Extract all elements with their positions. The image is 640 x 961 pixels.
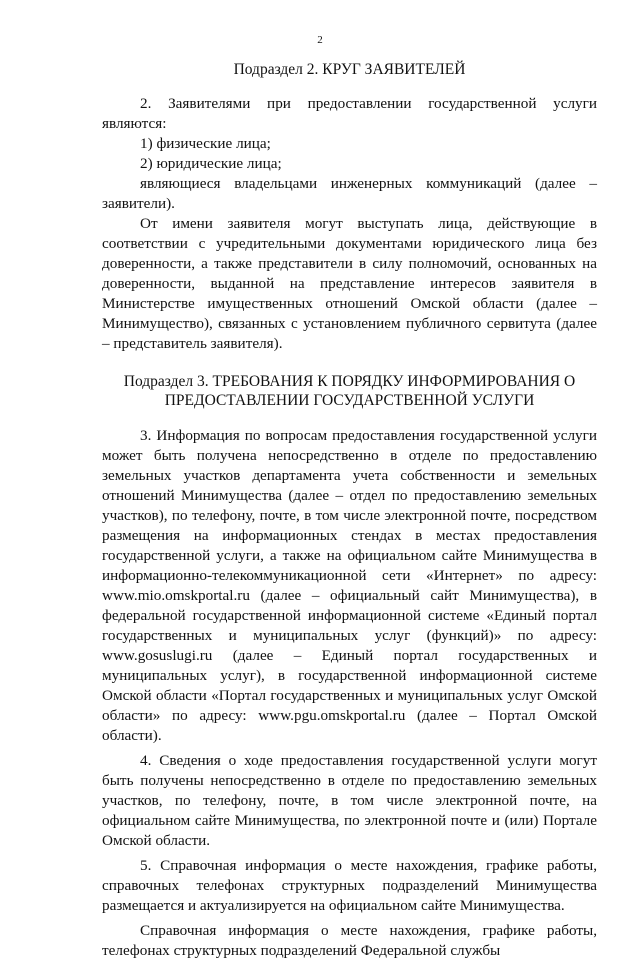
paragraph-3: 3. Информация по вопросам предоставления государственной услуги может быть получена непосредственно в отделе по предоставлению земельных участков департамента учета собственности и земельных отношений Минимущества (далее – отдел по предоставлению земельных участков), по телефону, почте, в том числе электронной почте, посредством размещения на информационных стендах в местах предоставления государственной услуги, а также на официальном сайте Минимущества в информационно-телекоммуникационной сети «Интернет» по адресу: www.mio.omskportal.ru (далее – официальный сайт Минимущества), в федеральной государственной информационной системе «Единый портал государственных и муниципальных услуг (функций)» по адресу: www.gosuslugi.ru (далее – Единый портал государственных и муниципальных услуг), в государственной информационной системе Омской области «Портал государственных и муниципальных услуг Омской области» по адресу: www.pgu.omskportal.ru (далее – Портал Омской области). — [102, 427, 597, 744]
subsection-3-title-line2: ПРЕДОСТАВЛЕНИИ ГОСУДАРСТВЕННОЙ УСЛУГИ — [164, 392, 535, 409]
paragraph-5-continuation: Справочная информация о месте нахождения, графике работы, телефонах структурных подразделений Федеральной службы — [102, 922, 597, 959]
list-item-individuals: 1) физические лица; — [140, 135, 271, 152]
list-tail-text: являющиеся владельцами инженерных коммуникаций (далее – заявители). — [102, 175, 597, 212]
list-item-legal-entities: 2) юридические лица; — [140, 155, 282, 172]
page-number: 2 — [317, 34, 323, 46]
subsection-3-title — [102, 372, 597, 410]
paragraph-4: 4. Сведения о ходе предоставления государственной услуги могут быть получены непосредственно в отделе по предоставлению земельных участков, по телефону, почте, в том числе электронной почте, на официальном сайте Минимущества, по электронной почте и (или) Портале Омской области. — [102, 752, 597, 849]
document-body — [102, 60, 597, 961]
paragraph-5: 5. Справочная информация о месте нахождения, графике работы, справочных телефонах структурных подразделений Минимущества размещается и актуализируется на официальном сайте Минимущества. — [102, 857, 597, 914]
subsection-2-title: Подраздел 2. КРУГ ЗАЯВИТЕЛЕЙ — [233, 61, 466, 78]
paragraph-2-intro: 2. Заявителями при предоставлении государственной услуги являются: — [102, 95, 597, 132]
paragraph-representative: От имени заявителя могут выступать лица, действующие в соответствии с учредительными документами юридического лица без доверенности, а также представители в силу полномочий, основанных на доверенности, выданной на представление интересов заявителя в Министерстве имущественных отношений Омской области (далее – Минимущество), связанных с установлением публичного сервитута (далее – представитель заявителя). — [102, 215, 597, 352]
subsection-3-title-line1: Подраздел 3. ТРЕБОВАНИЯ К ПОРЯДКУ ИНФОРМИРОВАНИЯ О — [123, 373, 576, 390]
